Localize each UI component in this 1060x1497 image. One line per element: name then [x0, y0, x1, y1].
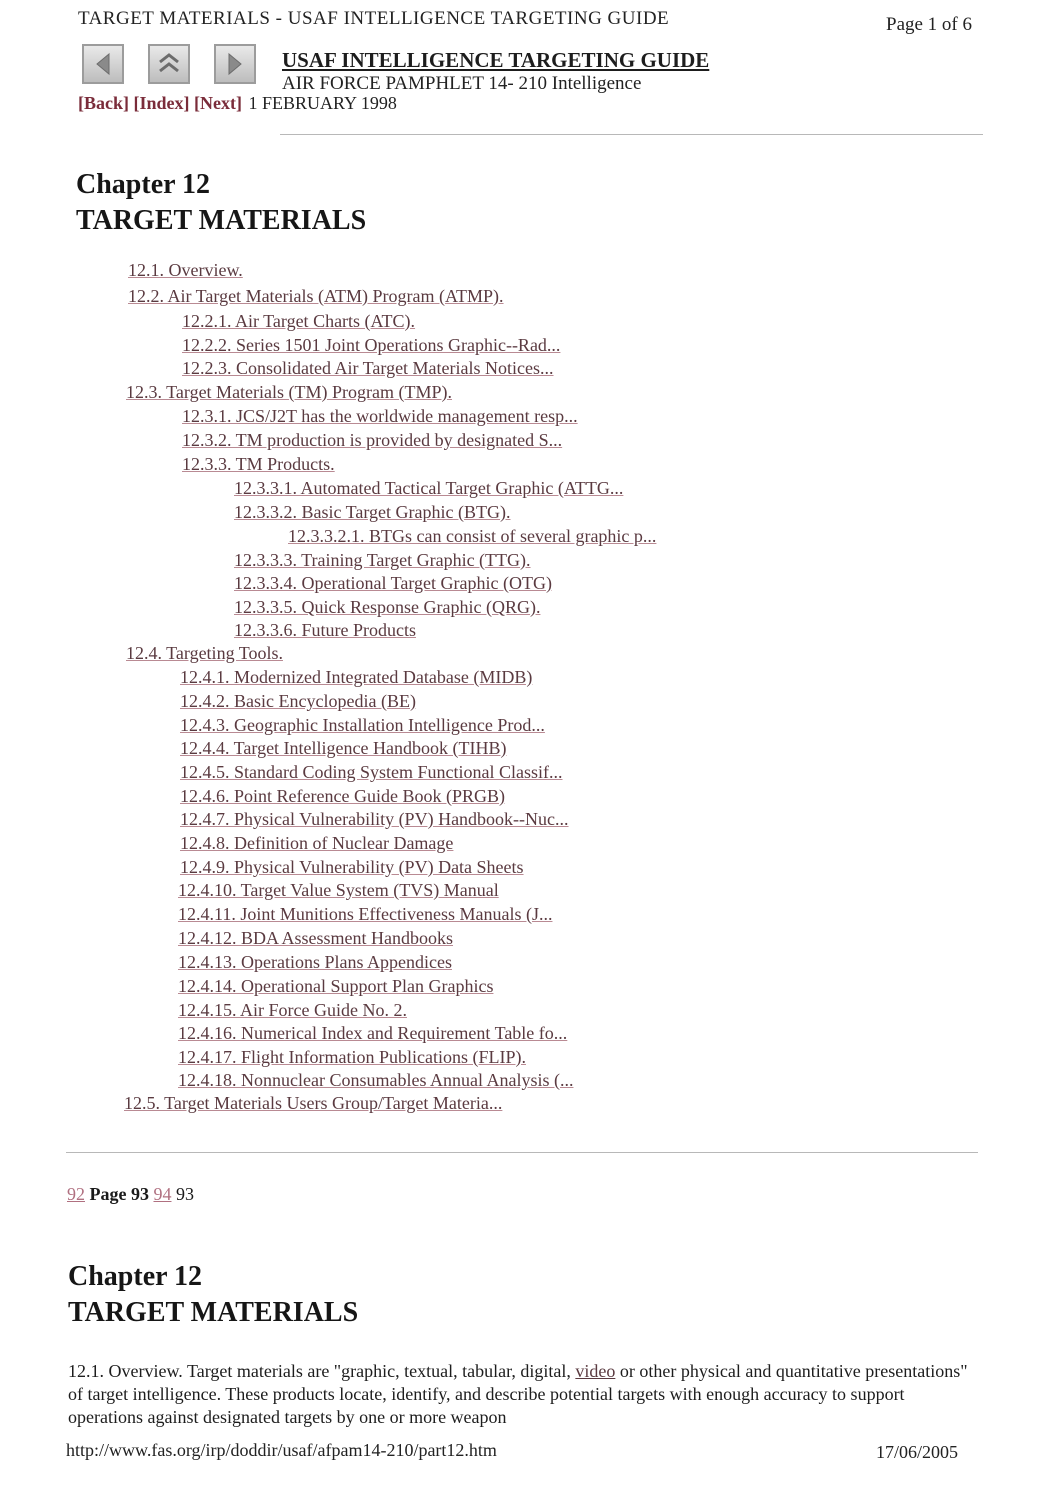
- toc-link[interactable]: 12.3.3.6. Future Products: [234, 620, 416, 640]
- toc-link[interactable]: 12.1. Overview.: [128, 260, 243, 280]
- print-page-number: Page 1 of 6: [886, 14, 973, 35]
- publication-date: 1 FEBRUARY 1998: [248, 93, 397, 113]
- toc-link[interactable]: 12.4.11. Joint Munitions Effectiveness Manuals (J...: [178, 904, 553, 924]
- toc-link[interactable]: 12.4.8. Definition of Nuclear Damage: [180, 833, 454, 853]
- page-navigator: [67, 1184, 194, 1205]
- toc-link[interactable]: 12.3.2. TM production is provided by designated S...: [182, 430, 563, 450]
- toc-link[interactable]: 12.3.1. JCS/J2T has the worldwide management resp...: [182, 406, 578, 426]
- toc-item[interactable]: [182, 334, 560, 356]
- toc-item[interactable]: [288, 525, 656, 547]
- toc-item[interactable]: [178, 951, 452, 973]
- toc-link[interactable]: 12.4.12. BDA Assessment Handbooks: [178, 928, 454, 948]
- chapter-number: Chapter 12: [76, 169, 211, 200]
- toc-item[interactable]: [234, 501, 511, 523]
- current-page: Page 93: [89, 1184, 149, 1204]
- toc-item[interactable]: [234, 477, 623, 499]
- toc-link[interactable]: 12.4.10. Target Value System (TVS) Manual: [178, 880, 499, 900]
- toc-item[interactable]: [178, 1069, 573, 1091]
- section-chapter-title: TARGET MATERIALS: [68, 1297, 359, 1328]
- toc-link[interactable]: 12.4.14. Operational Support Plan Graphics: [178, 976, 494, 996]
- up-arrow-icon: [156, 51, 182, 77]
- toc-item[interactable]: [182, 453, 335, 475]
- back-arrow-icon: [92, 51, 114, 77]
- page-number: 93: [175, 1184, 194, 1204]
- header-divider: [280, 134, 983, 135]
- toc-link[interactable]: 12.4.3. Geographic Installation Intelligence Prod...: [180, 715, 545, 735]
- section-chapter-number: Chapter 12: [68, 1261, 203, 1292]
- back-button[interactable]: [82, 44, 124, 84]
- toc-item[interactable]: [182, 357, 554, 379]
- next-button[interactable]: [214, 44, 256, 84]
- toc-link[interactable]: 12.4.15. Air Force Guide No. 2.: [178, 1000, 407, 1020]
- toc-item[interactable]: [180, 714, 545, 736]
- overview-paragraph: [68, 1360, 973, 1429]
- next-page-link[interactable]: 94: [153, 1184, 172, 1204]
- toc-link[interactable]: 12.2.1. Air Target Charts (ATC).: [182, 311, 416, 331]
- toc-item[interactable]: [178, 999, 407, 1021]
- toc-link[interactable]: 12.4.2. Basic Encyclopedia (BE): [180, 691, 416, 711]
- toc-item[interactable]: [234, 572, 552, 594]
- toc-link[interactable]: 12.4.7. Physical Vulnerability (PV) Handbook--Nuc...: [180, 809, 569, 829]
- index-button[interactable]: [148, 44, 190, 84]
- toc-item[interactable]: [182, 405, 578, 427]
- toc-item[interactable]: [182, 310, 415, 332]
- toc-link[interactable]: 12.4.13. Operations Plans Appendices: [178, 952, 452, 972]
- toc-item[interactable]: [180, 690, 416, 712]
- toc-item[interactable]: [126, 642, 283, 664]
- toc-link[interactable]: 12.4.16. Numerical Index and Requirement Table fo...: [178, 1023, 568, 1043]
- toc-item[interactable]: [180, 666, 532, 688]
- toc-item[interactable]: [180, 832, 453, 854]
- next-link[interactable]: [Next]: [194, 93, 242, 113]
- paragraph-text: 12.1. Overview. Target materials are "graphic, textual, tabular, digital,: [68, 1361, 576, 1381]
- toc-item[interactable]: [128, 259, 243, 281]
- forward-arrow-icon: [224, 51, 246, 77]
- back-link[interactable]: [Back]: [78, 93, 129, 113]
- index-link[interactable]: [Index]: [133, 93, 190, 113]
- toc-item[interactable]: [124, 1092, 502, 1114]
- toc-link[interactable]: 12.3.3.2. Basic Target Graphic (BTG).: [234, 502, 511, 522]
- toc-link[interactable]: 12.3. Target Materials (TM) Program (TMP).: [126, 382, 453, 402]
- footer-url: http://www.fas.org/irp/doddir/usaf/afpam14-210/part12.htm: [66, 1440, 497, 1460]
- toc-item[interactable]: [180, 856, 524, 878]
- toc-item[interactable]: [178, 879, 499, 901]
- footer-date: 17/06/2005: [876, 1442, 959, 1462]
- nav-links: [78, 93, 397, 114]
- toc-item[interactable]: [234, 619, 416, 641]
- guide-subtitle: AIR FORCE PAMPHLET 14- 210 Intelligence: [282, 73, 642, 94]
- toc-link[interactable]: 12.2. Air Target Materials (ATM) Program (ATMP).: [128, 286, 504, 306]
- toc-link[interactable]: 12.3.3.2.1. BTGs can consist of several graphic p...: [288, 526, 657, 546]
- toc-link[interactable]: 12.4.4. Target Intelligence Handbook (TIHB): [180, 738, 507, 758]
- toc-link[interactable]: 12.3.3.5. Quick Response Graphic (QRG).: [234, 597, 541, 617]
- toc-item[interactable]: [234, 596, 540, 618]
- toc-link[interactable]: 12.3.3.4. Operational Target Graphic (OTG): [234, 573, 552, 593]
- toc-item[interactable]: [128, 285, 504, 307]
- toc-item[interactable]: [180, 761, 563, 783]
- toc-link[interactable]: 12.3.3. TM Products.: [182, 454, 335, 474]
- toc-link[interactable]: 12.4.1. Modernized Integrated Database (MIDB): [180, 667, 533, 687]
- toc-link[interactable]: 12.5. Target Materials Users Group/Target Materia...: [124, 1093, 503, 1113]
- toc-item[interactable]: [178, 927, 453, 949]
- toc-item[interactable]: [180, 737, 507, 759]
- prev-page-link[interactable]: 92: [67, 1184, 85, 1204]
- toc-item[interactable]: [178, 1046, 526, 1068]
- toc-link[interactable]: 12.4.6. Point Reference Guide Book (PRGB): [180, 786, 505, 806]
- toc-item[interactable]: [178, 903, 552, 925]
- content-divider: [66, 1152, 978, 1153]
- toc-link[interactable]: 12.4.17. Flight Information Publications (FLIP).: [178, 1047, 526, 1067]
- chapter-title: TARGET MATERIALS: [76, 205, 367, 236]
- toc-link[interactable]: 12.3.3.1. Automated Tactical Target Graphic (ATTG...: [234, 478, 624, 498]
- toc-item[interactable]: [126, 381, 452, 403]
- toc-item[interactable]: [180, 785, 505, 807]
- toc-link[interactable]: 12.3.3.3. Training Target Graphic (TTG).: [234, 550, 531, 570]
- toc-link[interactable]: 12.4.5. Standard Coding System Functional Classif...: [180, 762, 563, 782]
- toc-link[interactable]: 12.2.3. Consolidated Air Target Materials Notices...: [182, 358, 554, 378]
- print-header-title: TARGET MATERIALS - USAF INTELLIGENCE TARGETING GUIDE: [78, 8, 670, 29]
- guide-title: USAF INTELLIGENCE TARGETING GUIDE: [282, 48, 710, 72]
- toc-link[interactable]: 12.4. Targeting Tools.: [126, 643, 283, 663]
- toc-item[interactable]: [180, 808, 569, 830]
- toc-item[interactable]: [234, 549, 531, 571]
- toc-item[interactable]: [182, 429, 562, 451]
- video-link[interactable]: video: [575, 1361, 616, 1381]
- toc-link[interactable]: 12.4.9. Physical Vulnerability (PV) Data Sheets: [180, 857, 524, 877]
- toc-link[interactable]: 12.2.2. Series 1501 Joint Operations Graphic--Rad...: [182, 335, 561, 355]
- toc-item[interactable]: [178, 1022, 567, 1044]
- toc-link[interactable]: 12.4.18. Nonnuclear Consumables Annual Analysis (...: [178, 1070, 574, 1090]
- toc-item[interactable]: [178, 975, 493, 997]
- paragraph-text: or other physical and quantitative presentations" of target intelligence. These products locate, identify, and describe potential targets with enough accuracy to support operations against designated targets by one or more weapon: [68, 1361, 968, 1427]
